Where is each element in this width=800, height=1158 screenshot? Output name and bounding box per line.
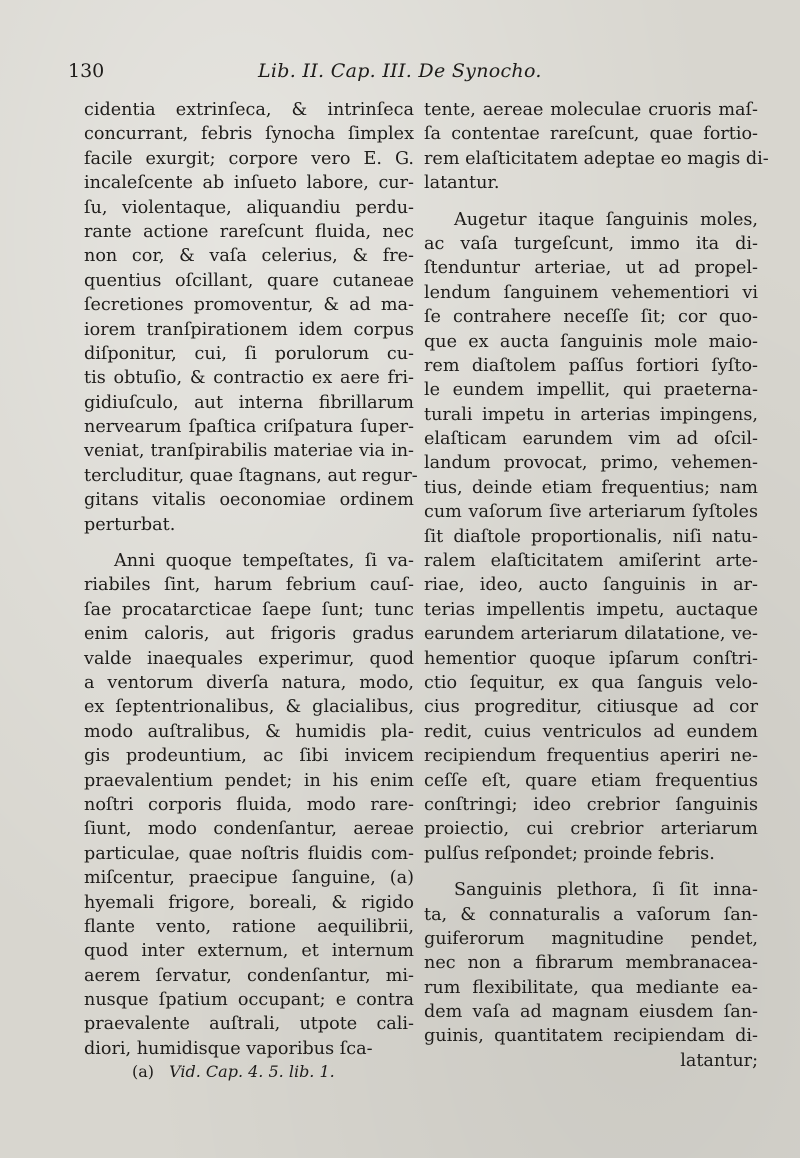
text-line: ſecretiones promoventur, & ad ma- xyxy=(84,295,414,316)
text-line: ſtenduntur arteriae, ut ad propel- xyxy=(424,258,758,279)
text-line: hementior quoque ipſarum conſtri- xyxy=(424,648,758,669)
text-line: incaleſcente ab inſueto labore, cur- xyxy=(84,173,414,194)
text-line: ta, & connaturalis a vaſorum ſan- xyxy=(424,904,758,925)
page-header xyxy=(68,58,608,88)
text-line: gitans vitalis oeconomiae ordinem xyxy=(84,490,414,511)
text-line: pulſus reſpondet; proinde febris. xyxy=(424,843,715,864)
text-line: elaſticam earundem vim ad oſcil- xyxy=(424,429,758,450)
text-line: nusque ſpatium occupant; e contra xyxy=(84,990,414,1011)
text-line: a ventorum diverſa natura, modo, xyxy=(84,672,414,693)
text-line: cius progreditur, citiusque ad cor xyxy=(424,697,758,718)
text-line: turali impetu in arterias impingens, xyxy=(424,404,758,425)
text-line: ſiunt, modo condenſantur, aereae xyxy=(84,819,414,840)
text-line: tius, deinde etiam frequentius; nam xyxy=(424,477,758,498)
running-head: Lib. II. Cap. III. De Synocho. xyxy=(258,60,542,82)
text-line: latantur; xyxy=(680,1050,758,1071)
text-line: latantur. xyxy=(424,173,500,194)
text-line: ſe contrahere neceſſe ſit; cor quo- xyxy=(424,307,758,328)
text-line: quentius oſcillant, quare cutaneae xyxy=(84,270,414,291)
text-line: gis prodeuntium, ac ſibi invicem xyxy=(84,746,414,767)
text-line: tis obtuſio, & contractio ex aere fri- xyxy=(84,368,414,389)
text-line: ac vaſa turgeſcunt, immo ita di- xyxy=(424,233,758,254)
paragraph xyxy=(84,98,418,537)
right-text-column xyxy=(424,98,769,1073)
text-line: rum flexibilitate, qua mediante ea- xyxy=(424,977,758,998)
text-line: guiferorum magnitudine pendet, xyxy=(424,928,758,949)
text-line: miſcentur, praecipue ſanguine, (a) xyxy=(84,868,414,889)
text-line: ſu, violentaque, aliquandiu perdu- xyxy=(84,197,414,218)
footnote-mark: (a) xyxy=(132,1062,155,1081)
paragraph xyxy=(424,98,769,196)
text-line: rante actione rareſcunt fluida, nec xyxy=(84,221,414,242)
text-line: Augetur itaque ſanguinis moles, xyxy=(454,209,758,230)
text-line: rem diaſtolem paſſus fortiori ſyſto- xyxy=(424,355,758,376)
page-number: 130 xyxy=(68,60,105,82)
paragraph-gap xyxy=(84,537,414,549)
paragraph xyxy=(84,549,414,1061)
text-line: nervearum ſpaſtica criſpatura ſuper- xyxy=(84,417,414,438)
text-line: redit, cuius ventriculos ad eundem xyxy=(424,721,758,742)
text-line: le eundem impellit, qui praeterna- xyxy=(424,380,758,401)
text-line: hyemali frigore, boreali, & rigido xyxy=(84,892,414,913)
text-line: iorem tranſpirationem idem corpus xyxy=(84,319,414,340)
text-line: Sanguinis plethora, ſi ſit inna- xyxy=(454,880,758,901)
text-line: flante vento, ratione aequilibrii, xyxy=(84,916,414,937)
text-line: ſae procatarcticae ſaepe ſunt; tunc xyxy=(84,599,414,620)
text-line: particulae, quae noſtris fluidis com- xyxy=(84,843,414,864)
text-line: quod inter externum, et internum xyxy=(84,941,414,962)
paragraph xyxy=(424,878,758,1073)
text-line: praevalente auſtrali, utpote cali- xyxy=(84,1014,414,1035)
text-line: lendum ſanguinem vehementiori vi xyxy=(424,282,758,303)
text-line: ex ſeptentrionalibus, & glacialibus, xyxy=(84,697,414,718)
text-line: riae, ideo, aucto ſanguinis in ar- xyxy=(424,575,758,596)
text-line: modo auſtralibus, & humidis pla- xyxy=(84,721,414,742)
text-line: praevalentium pendet; in his enim xyxy=(84,770,414,791)
text-line: diori, humidisque vaporibus ſca- xyxy=(84,1038,373,1059)
text-line: tercluditur, quae ſtagnans, aut regur- xyxy=(84,465,418,486)
text-line: landum provocat, primo, vehemen- xyxy=(424,453,758,474)
text-line: recipiendum frequentius aperiri ne- xyxy=(424,746,758,767)
text-line: tente, aereae moleculae cruoris maſ- xyxy=(424,100,758,120)
text-line: guinis, quantitatem recipiendam di- xyxy=(424,1026,758,1047)
text-line: proiectio, cui crebrior arteriarum xyxy=(424,819,758,840)
paragraph-gap xyxy=(424,866,758,878)
text-line: enim caloris, aut frigoris gradus xyxy=(84,624,414,645)
text-line: aerem ſervatur, condenſantur, mi- xyxy=(84,965,414,986)
text-line: terias impellentis impetu, auctaque xyxy=(424,599,758,620)
text-line: perturbat. xyxy=(84,514,176,535)
text-line: ceſſe eſt, quare etiam frequentius xyxy=(424,770,758,791)
text-line: ſit diaſtole proportionalis, niſi natu- xyxy=(424,526,758,547)
text-line: rem elaſticitatem adeptae eo magis di- xyxy=(424,148,769,169)
text-line: dem vaſa ad magnam eiusdem ſan- xyxy=(424,1002,758,1023)
text-line: ſa contentae rareſcunt, quae fortio- xyxy=(424,124,758,145)
text-line: earundem arteriarum dilatatione, ve- xyxy=(424,624,758,645)
text-line: riabiles ſint, harum febrium cauſ- xyxy=(84,575,414,596)
text-line: concurrant, febris ſynocha ſimplex xyxy=(84,124,414,145)
text-line: noſtri corporis fluida, modo rare- xyxy=(84,794,414,815)
text-line: cum vaſorum ſive arteriarum ſyſtoles xyxy=(424,502,758,523)
text-line: gidiuſculo, aut interna fibrillarum xyxy=(84,392,414,413)
text-line: conſtringi; ideo crebrior ſanguinis xyxy=(424,794,758,815)
left-text-column xyxy=(84,98,418,1061)
footnote-text: Vid. Cap. 4. 5. lib. 1. xyxy=(169,1062,335,1081)
paragraph-gap xyxy=(424,196,758,208)
text-line: ralem elaſticitatem amiſerint arte- xyxy=(424,551,758,572)
text-line: cidentia extrinſeca, & intrinſeca xyxy=(84,100,414,120)
text-line: diſponitur, cui, ſi porulorum cu- xyxy=(84,343,414,364)
text-line: Anni quoque tempeſtates, ſi va- xyxy=(114,551,414,572)
text-line: veniat, tranſpirabilis materiae via in- xyxy=(84,441,414,462)
text-line: ctio ſequitur, ex qua ſanguis velo- xyxy=(424,672,758,693)
text-line: non cor, & vaſa celerius, & fre- xyxy=(84,246,414,267)
text-line: valde inaequales experimur, quod xyxy=(84,648,414,669)
paragraph xyxy=(424,208,758,867)
text-line: facile exurgit; corpore vero E. G. xyxy=(84,148,414,169)
footnote xyxy=(132,1062,335,1081)
text-line: que ex aucta ſanguinis mole maio- xyxy=(424,331,758,352)
text-line: nec non a fibrarum membranacea- xyxy=(424,953,758,974)
